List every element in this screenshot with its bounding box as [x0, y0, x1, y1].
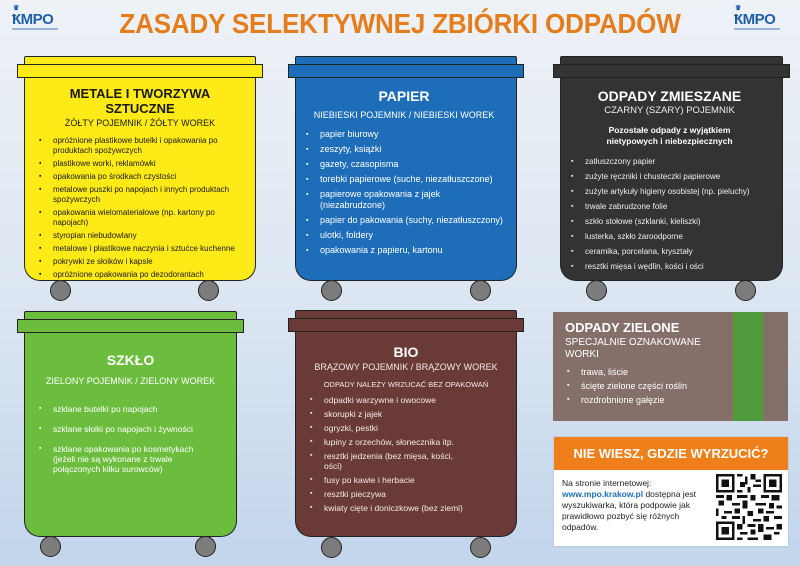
mpo-logo-left: ♛ ҞMPO: [12, 12, 53, 27]
bin-subtitle: ŻÓŁTY POJEMNIK / ŻÓŁTY WOREK: [64, 118, 216, 128]
bin-title: BIO: [393, 344, 419, 360]
list-item: ▪ opakowania po środkach czystości: [37, 172, 243, 182]
list-item: ▪ rozdrobnione gałęzie: [565, 394, 776, 406]
qr-code-icon[interactable]: [716, 474, 782, 540]
bin-note: ODPADY NALEŻY WRZUCAĆ BEZ OPAKOWAŃ: [323, 380, 489, 389]
bin-subtitle: CZARNY (SZARY) POJEMNIK: [604, 105, 735, 116]
page-title: ZASADY SELEKTYWNEJ ZBIÓRKI ODPADÓW: [119, 8, 681, 39]
bin-body: [24, 333, 237, 537]
list-item: ▪ opróżnione plastikowe butelki i opakowania po produktach spożywczych: [37, 136, 243, 156]
wheel-icon: [321, 537, 342, 558]
bin-subtitle: BRĄZOWY POJEMNIK / BRĄZOWY WOREK: [314, 362, 498, 372]
wheel-icon: [195, 536, 216, 557]
list-item: ▪ trwale zabrudzone folie: [569, 202, 770, 212]
wheel-icon: [470, 537, 491, 558]
bin-metale: [17, 56, 263, 302]
crown-icon: ♛: [13, 5, 20, 12]
list-item: ▪ szkło stołowe (szklanki, kieliszki): [569, 217, 770, 227]
wheel-icon: [470, 280, 491, 301]
bin-body: [295, 332, 517, 537]
bin-body: [560, 78, 783, 281]
bin-items: [569, 157, 770, 272]
logo-underline: [734, 28, 780, 30]
bin-body: [24, 78, 256, 281]
list-item: ▪ zużyte ręczniki i chusteczki papierowe: [569, 172, 770, 182]
list-item: ▪ ogryzki, pestki: [308, 423, 504, 433]
list-item: ▪ opróżnione opakowania po dezodorantach: [37, 270, 243, 280]
website-link[interactable]: www.mpo.krakow.pl: [562, 489, 644, 499]
list-item: ▪ szklane butelki po napojach: [37, 404, 224, 414]
bin-title: METALE I TWORZYWA SZTUCZNE: [69, 86, 211, 116]
list-item: ▪ opakowania z papieru, kartonu: [304, 245, 504, 256]
wheel-icon: [50, 280, 71, 301]
bin-zmieszane: [553, 56, 790, 302]
bin-items: [308, 395, 504, 513]
bin-subtitle: ZIELONY POJEMNIK / ZIELONY WOREK: [45, 376, 216, 386]
list-item: ▪ skorupki z jajek: [308, 409, 504, 419]
wheel-icon: [321, 280, 342, 301]
bin-lid-rim: [17, 319, 244, 333]
bin-note: Pozostałe odpady z wyjątkiem nietypowych i niebezpiecznych: [606, 125, 733, 146]
list-item: ▪ lusterka, szkło żaroodporne: [569, 232, 770, 242]
bin-items: [37, 136, 243, 280]
logo-text: MPO: [20, 11, 54, 28]
list-item: ▪ papierowe opakowania z jajek (niezabrudzone): [304, 189, 504, 211]
bin-lid-rim: [288, 64, 524, 78]
wheel-icon: [735, 280, 756, 301]
info-panel: [554, 437, 788, 546]
green-waste-subtitle: SPECJALNIE OZNAKOWANE WORKI: [565, 337, 701, 360]
bin-body: [295, 78, 517, 281]
list-item: ▪ gazety, czasopisma: [304, 159, 504, 170]
bin-bio: [288, 310, 524, 562]
list-item: ▪ zatłuszczony papier: [569, 157, 770, 167]
bin-title: SZKŁO: [106, 352, 155, 368]
list-item: ▪ ulotki, foldery: [304, 230, 504, 241]
logo-underline: [12, 28, 58, 30]
list-item: ▪ odpadki warzywne i owocowe: [308, 395, 504, 405]
list-item: ▪ fusy po kawie i herbacie: [308, 475, 504, 485]
list-item: ▪ szklane słoiki po napojach i żywności: [37, 424, 224, 434]
wheel-icon: [40, 536, 61, 557]
green-waste-panel: [553, 312, 788, 421]
list-item: ▪ zeszyty, książki: [304, 144, 504, 155]
list-item: ▪ opakowania wielomateriałowe (np. kartony po napojach): [37, 208, 243, 228]
list-item: ▪ metalowe puszki po napojach i innych produktach spożywczych: [37, 185, 243, 205]
wheel-icon: [586, 280, 607, 301]
list-item: ▪ plastikowe worki, reklamówki: [37, 159, 243, 169]
green-waste-items: [565, 366, 776, 406]
list-item: ▪ łupiny z orzechów, słonecznika itp.: [308, 437, 504, 447]
green-waste-title: ODPADY ZIELONE: [565, 320, 680, 335]
wheel-icon: [198, 280, 219, 301]
list-item: ▪ papier do pakowania (suchy, niezatłuszczony): [304, 215, 504, 226]
bin-lid-rim: [17, 64, 263, 78]
bin-lid-rim: [553, 64, 790, 78]
list-item: ▪ resztki mięsa i wędlin, kości i ości: [569, 262, 770, 272]
bin-title: PAPIER: [378, 88, 430, 104]
info-heading: NIE WIESZ, GDZIE WYRZUCIĆ?: [554, 437, 788, 470]
info-text: [562, 478, 712, 533]
bin-papier: [288, 56, 524, 302]
list-item: ▪ szklane opakowania po kosmetykach (jeżeli nie są wykonane z trwale połączonych kilku surowców): [37, 444, 224, 474]
mpo-logo-right: ♛ ҞMPO: [734, 12, 775, 27]
list-item: ▪ kwiaty cięte i doniczkowe (bez ziemi): [308, 503, 504, 513]
logo-text: MPO: [742, 11, 776, 28]
list-item: ▪ trawa, liście: [565, 366, 776, 378]
list-item: ▪ torebki papierowe (suche, niezatłuszczone): [304, 174, 504, 185]
bin-szklo: [17, 311, 244, 563]
crown-icon: ♛: [735, 5, 742, 12]
list-item: ▪ ceramika, porcelana, kryształy: [569, 247, 770, 257]
bin-lid-rim: [288, 318, 524, 332]
bin-items: [37, 404, 224, 474]
list-item: ▪ resztki jedzenia (bez mięsa, kości, ości): [308, 451, 504, 471]
list-item: ▪ metalowe i plastikowe naczynia i sztućce kuchenne: [37, 244, 243, 254]
list-item: ▪ zużyte artykuły higieny osobistej (np. pieluchy): [569, 187, 770, 197]
list-item: ▪ pokrywki ze słoików i kapsle: [37, 257, 243, 267]
bin-items: [304, 129, 504, 256]
list-item: ▪ papier biurowy: [304, 129, 504, 140]
bin-title: ODPADY ZMIESZANE: [597, 88, 742, 104]
list-item: ▪ ścięte zielone części roślin: [565, 380, 776, 392]
info-text-intro: Na stronie internetowej:: [562, 478, 652, 488]
info-text-body: dostępna jest wyszukiwarka, która podpowie jak prawidłowo pozbyć się różnych odpadów.: [562, 489, 697, 532]
list-item: ▪ styropian niebudowlany: [37, 231, 243, 241]
list-item: ▪ resztki pieczywa: [308, 489, 504, 499]
bin-subtitle: NIEBIESKI POJEMNIK / NIEBIESKI WOREK: [313, 110, 495, 120]
